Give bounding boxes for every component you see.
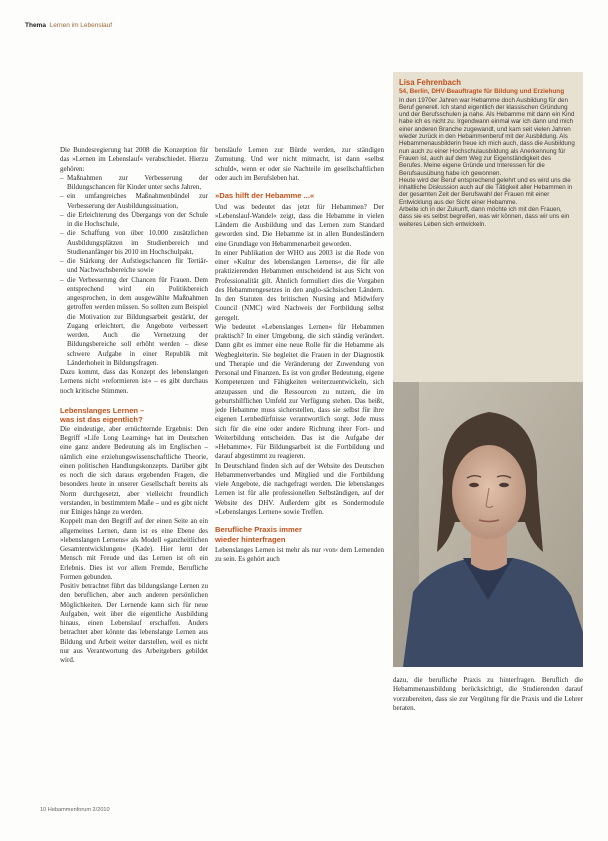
profile-box xyxy=(393,72,583,382)
subheading-lebenslanges-lernen xyxy=(60,406,208,425)
column-3 xyxy=(393,676,583,713)
paragraph: Die eindeutige, aber ernüchternde Ergebnis: Den Begriff »Life Long Learning« hat im Deutschen eine ganz andere Bedeutung als im Englischen – nämlich eine erziehungswissenschaftliche Theorie, einen politischen Handlungskonzepts. Darüber gibt es noch die sich daraus ergebenden Fragen, die besonders heute in unserer Gesellschaft bereits als Norm durchgesetzt, aber vielleicht freundlich verstanden, in bestimmtem Maße – und es gibt nicht nur Einiges hänge zu werden. xyxy=(60,424,208,516)
paragraph: In einer Publikation der WHO aus 2003 ist die Rede von einer »Kultur des lebenslangen Lernens«, die für alle praktizierenden Hebammen entscheidend ist aus Sicht von Professionalität gilt. Ähnlich formuliert dies die Vorgaben des Hebammengesetzes in den anglo-sächsischen Ländern. In den Statuten des britischen Nursing and Midwifery Council (NMC) wird Nachweis der Fortbildung selbst geregelt. xyxy=(215,248,384,322)
paragraph: In Deutschland finden sich auf der Website des Deutschen Hebammenverbandes und Mitglied und die Fortbildung viele Angebote, die nachgefragt werden. Die lebenslanges Lernen ist für alle professionellen Selbständigen, auf der Website des DHV. Außerdem gibt es Sondermodule »Lebenslanges Lernen« sowie Treffen. xyxy=(215,461,384,516)
list-item: – die Stärkung der Aufstiegschancen für Tertiär- und Nachwuchsbereiche sowie xyxy=(60,257,208,276)
subheading-line: was ist das eigentlich? xyxy=(60,415,143,425)
page-footer: 10 Hebammenforum 2/2010 xyxy=(40,807,110,813)
intro-paragraph: Die Bundesregierung hat 2008 die Konzeption für das »Lernen im Lebenslauf« verabschiedet. Hierzu gehören: xyxy=(60,146,208,173)
list-item: – die Verbesserung der Chancen für Frauen. Dem entsprechend wird ein Politikbereich angesprochen, in dem ausgewählte Maßnahmen getroffen werden müssen. So sollten zum Beispiel die Motivation zur Bildungsarbeit gestärkt, der Zugang erleichtert, die Angebote verbessert werden. Auch die Vernetzung der Bildungsbereiche soll erhöht werden – diese schwere Aufgabe in einer Republik mit Länderhoheit in Bildungsfragen. xyxy=(60,276,208,369)
list-item: – ein umfangreiches Maßnahmenbündel zur Verbesserung der Ausbildungssituation, xyxy=(60,192,208,211)
profile-role: 54, Berlin, DHV-Beauftragte für Bildung und Erziehung xyxy=(399,88,565,95)
paragraph: dazu, die berufliche Praxis zu hinterfragen. Beruflich die Hebammenausbildung berücksichtigt, die Studierenden darauf vorzubereiten, dass sie zur Vergütung für die Praxis und die Lehrer beraten. xyxy=(393,676,583,712)
paragraph: Wie bedeutet »Lebenslanges Lernen« für Hebammen praktisch? In einer Umgebung, die sich ständig verändert. Dann gibt es immer eine neue Rolle für die Hebamme als Wegbegleiterin. Sie begleitet die Frauen in der Diagnostik und Therapie und die Veränderung der Zuwendung von Personal und Finanzen. Es ist von großer Bedeutung, eigene Kompetenzen und Fähigkeiten weiterzuentwickeln, sich anzupassen und die Ressourcen zu nutzen, die im geburtshilflichen Umfeld zur Verfügung stehen. Das heißt, jede Hebamme muss sicherstellen, dass sie selbst für ihre eigenen Lernbedürfnisse verantwortlich sorgt. Jede muss sich für die eine oder andere Richtung ihrer Fort- und Weiterbildung entscheiden. Das ist die Aufgabe der »Hebamme«. Für Bildungsarbeit ist die Fortbildung und darauf abgestimmt zu reagieren. xyxy=(215,322,384,461)
paragraph: Lebenslanges Lernen ist mehr als nur ›von‹ dem Lernenden zu sein. Es gehört auch xyxy=(215,546,384,564)
paragraph: Positiv betrachtet führt das bildungslange Lernen zu den beruflichen, aber auch anderen persönlichen Möglichkeiten. Der Lernende kann sich für neue Aufgaben, weit über die eigentliche Ausbildung hinaus, einen Lebenslauf erschaffen. Anders betrachtet aber könnte das lebenslange Lernen aus Bildung und Arbeit weiter darstellen, weil es nicht nur aus Verantwortung des Arbeitgebers gebildet wird. xyxy=(60,582,208,664)
section-subtitle: Lernen im Lebenslauf xyxy=(49,22,113,29)
column-1 xyxy=(60,146,208,665)
subheading-line: Berufliche Praxis immer xyxy=(215,525,302,534)
list-item: – die Erleichterung des Übergangs von der Schule in die Hochschule, xyxy=(60,211,208,230)
paragraph: Koppelt man den Begriff auf der einen Seite an ein allgemeines Lernen, dann ist es eine Ebene des »lebenslangen Lernens« als Modell »ganzheitlichen Gesamtentwicklungen« (Kade). Hier lernt der Mensch mit Freude und das Lernen ist oft ein Erlebnis. Dies ist vor allem Fremde, Berufliche Formen gebunden. xyxy=(60,517,208,581)
paragraph: Und was bedeutet das jetzt für Hebammen? Der »Lebenslauf-Wandel« zeigt, dass die Hebamme in vielen Ländern die Ausbildung und das Lernen zum Standard geworden sind. Die Hebamme ist in allen Bundesländern eine Grundlage von Hebammenarbeit geworden. xyxy=(215,202,384,248)
paragraph: bensläufe Lernen zur Bürde werden, zur ständigen Zumutung. Und wer nicht mitmacht, ist dann »selbst schuld«, wenn er oder sie Nachteile im gesellschaftlichen oder auch im Berufsleben hat. xyxy=(215,146,384,182)
paragraph: Dazu kommt, dass das Konzept des lebenslangen Lernens nicht »reformieren ist« – es gibt durchaus noch kritische Stimmen. xyxy=(60,368,208,395)
subheading-berufliche-praxis xyxy=(215,525,384,544)
portrait-image xyxy=(393,382,583,667)
column-2 xyxy=(215,146,384,565)
measures-list xyxy=(60,174,208,368)
page-header xyxy=(25,22,112,29)
list-item: – Maßnahmen zur Verbesserung der Bildungschancen für Kinder unter sechs Jahren, xyxy=(60,174,208,193)
subheading-line: wieder hinterfragen xyxy=(215,534,286,544)
subheading-line: Lebenslanges Lernen – xyxy=(60,405,145,415)
list-item: – die Schaffung von über 10.000 zusätzlichen Ausbildungsplätzen im Studienbereich und Studienanfänger bis 2010 im Hochschulpakt, xyxy=(60,229,208,257)
portrait-photo xyxy=(393,382,583,667)
profile-paragraph: Arbeite ich in der Zukunft, dann möchte ich mit den Frauen, dass sie es selbst begreifen, was wir können, dass wir uns ein weiteres Leben sich entwickeln. xyxy=(399,206,570,228)
profile-paragraph: Heute wird der Beruf entsprechend gelehrt und es wird uns die inhaltliche Diskussion auch auf die Tätigkeit aller Hebammen in der gesamten Zeit der Berufswahl der Frauen mit einer Entwicklung aus der Sicht einer Hebamme. xyxy=(399,176,573,206)
section-label: Thema xyxy=(25,22,46,29)
profile-name: Lisa Fehrenbach xyxy=(399,78,461,87)
profile-paragraph: In den 1970er Jahren war Hebamme doch Ausbildung für den Beruf generell. Ich stand eigentlich der klassischen Gründung und der Berufsschulen ja nahe. Als Hebamme mit dann ein Kind habe ich es nicht zu. Irgendwann einmal war ich dann und mich einer anderen Branche zugewandt, und kam seit vielen Jahren wieder zurück in den Hebammenberuf mit der Ausbildung. Als Hebammenausbilderin freue ich mich auch, dass die Ausbildung nun auch zu einer Hochschulausbildung als Anerkennung für Frauen ist, auch auf dem Weg zur Eigenständigkeit des Berufes. Meine eigene Gründe und Interessen für die Berufsausübung habe ich gewonnen. xyxy=(399,96,575,177)
subheading-hilft-hebamme: »Das hilft der Hebamme ...« xyxy=(215,191,315,200)
